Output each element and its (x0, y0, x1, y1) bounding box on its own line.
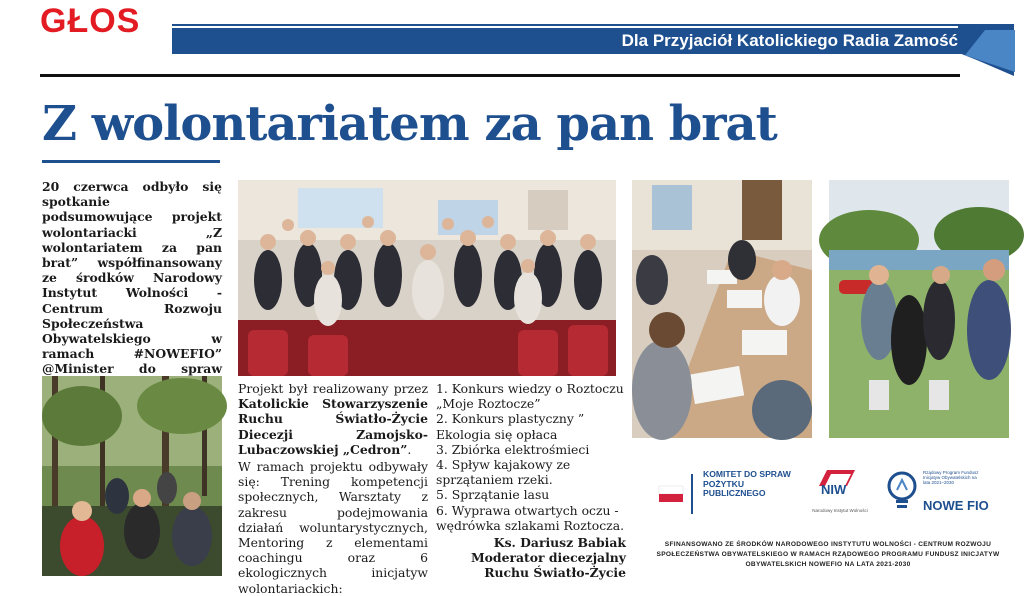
list-item: 5. Sprzątanie lasu (436, 487, 550, 503)
header-rule (40, 74, 960, 77)
komitet-logo (655, 466, 805, 526)
organization-name: Katolickie Stowarzyszenie Ruchu Światło-Życie Diecezji Zamojsko-Lubaczowskiej „Cedron” (238, 396, 428, 457)
author-organization: Ruchu Światło-Życie (484, 565, 626, 581)
list-item: 2. Konkurs plastyczny ” Ekologia się opłaca (436, 411, 585, 442)
list-item: 6. Wyprawa otwartych oczu - wędrówka szlakami Roztocza. (436, 502, 625, 533)
body-paragraph-1 (238, 381, 428, 457)
newspaper-logo: GŁOS (40, 2, 141, 40)
author-role: Moderator diecezjalny (470, 550, 626, 566)
fio-program-text: Rządowy Program Fundusz Inicjatyw Obywatelskich na lata 2021–2030 (923, 470, 979, 486)
photo-group-meeting (238, 180, 616, 376)
komitet-text: KOMITET DO SPRAW POŻYTKU PUBLICZNEGO (703, 469, 791, 498)
header-banner: Dla Przyjaciół Katolickiego Radia Zamość (172, 28, 980, 54)
sponsor-logos (655, 466, 1010, 526)
list-item: 4. Spływ kajakowy ze sprzątaniem rzeki. (436, 457, 571, 488)
fio-text: NOWE FIO (923, 498, 989, 513)
lightbulb-icon (885, 470, 919, 510)
article-lead: 20 czerwca odbyło się spotkanie podsumowujące projekt wolontariacki „Z wolontariatem za pan brat” współfinansowany ze środków Narodowy Instytut Wolności - Centrum Rozwoju Społeczeństwa Obywatelskiego w ramach #NOWEFIO” @Minister do spraw (42, 179, 222, 377)
body-text: . (407, 441, 412, 457)
poland-flag-icon (655, 472, 699, 516)
header-top-line (172, 24, 1012, 26)
author-name: Ks. Dariusz Babiak (493, 535, 626, 551)
photo-classroom-contest (632, 180, 812, 438)
funding-note: SFINANSOWANO ZE ŚRODKÓW NARODOWEGO INSTYTUTU WOLNOŚCI - CENTRUM ROZWOJU SPOŁECZEŃSTWA OBYWATELSKIEGO W RAMACH RZĄDOWEGO PROGRAMU FUNDUSZ INICJATYW OBYWATELSKICH NOWEFIO NA LATA 2021-2030 (656, 541, 1000, 568)
list-item: 3. Zbiórka elektrośmieci (436, 441, 590, 457)
article-body (238, 381, 428, 596)
niw-text: NIW (821, 482, 847, 497)
list-item: 1. Konkurs wiedzy o Roztoczu „Moje Roztocze” (436, 381, 624, 412)
body-text: Projekt był realizowany przez (238, 381, 428, 396)
initiatives-list (436, 381, 626, 581)
photo-river-cleanup (829, 180, 1009, 438)
author-signature (436, 535, 626, 581)
niw-logo (805, 466, 875, 526)
body-paragraph-2: W ramach projektu odbywały się: Trening kompetencji społecznych, Warsztaty z zakresu podejmowania działań woluntarystycznych, Mentoring z elementami coachingu oraz 6 ekologicznych inicjatyw wolontariackich: (238, 459, 428, 596)
niw-caption: Narodowy Instytut Wolności (812, 508, 868, 513)
title-underline (42, 160, 220, 163)
article-title: Z wolontariatem za pan brat (42, 96, 777, 152)
nowe-fio-logo (883, 466, 1010, 526)
photo-forest-walk (42, 376, 222, 576)
